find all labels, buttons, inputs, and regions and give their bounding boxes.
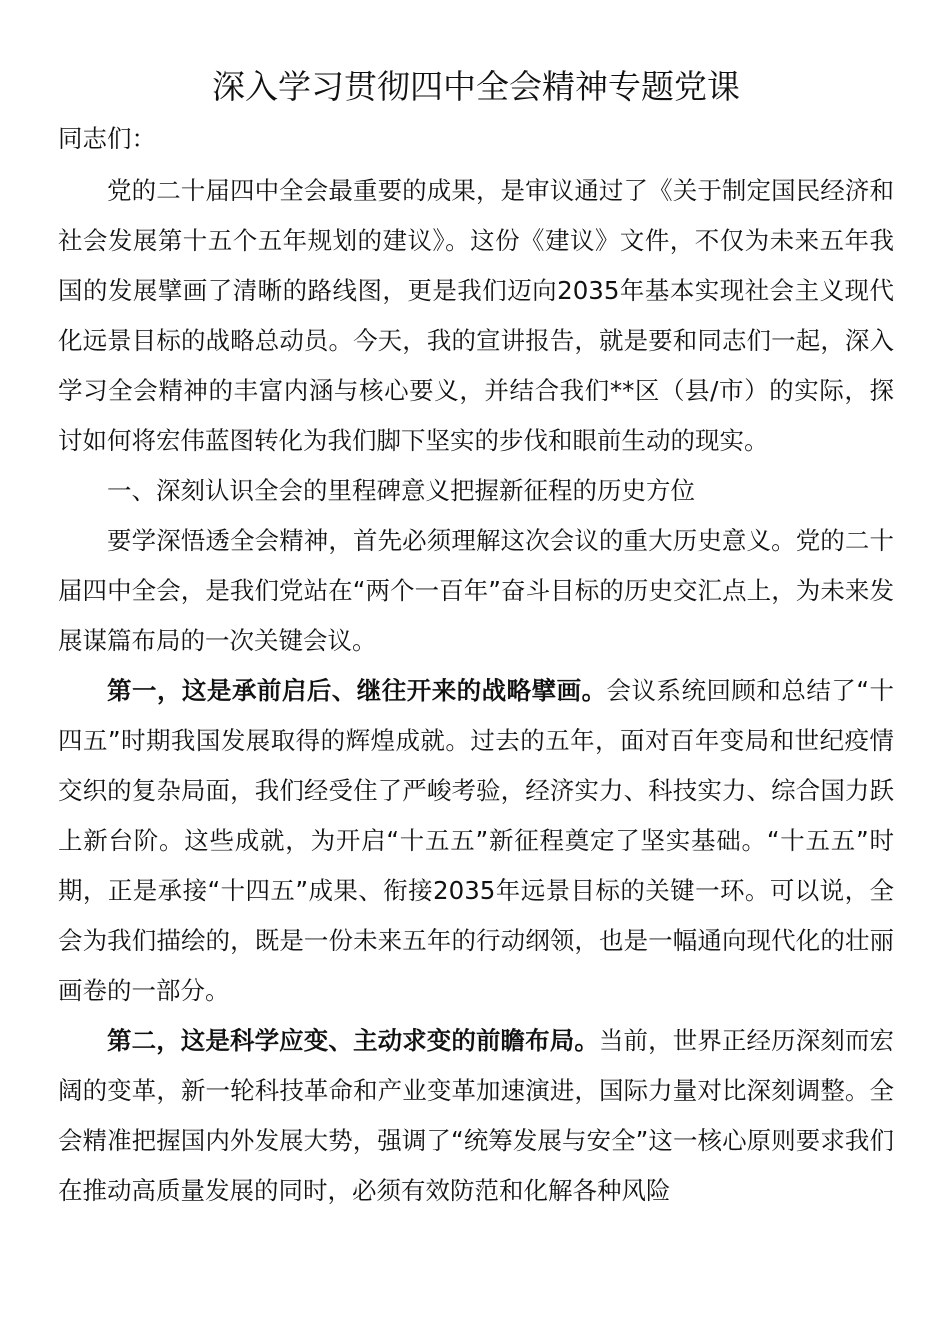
point-2-paragraph [58, 1016, 894, 1216]
point-2-lead: 第二，这是科学应变、主动求变的前瞻布局。 [107, 1026, 599, 1055]
point-2-body: 当前，世界正经历深刻而宏阔的变革，新一轮科技革命和产业变革加速演进，国际力量对比深刻调整。全会精准把握国内外发展大势，强调了“统筹发展与安全”这一核心原则要求我们在推动高质量发展的同时，必须有效防范和化解各种风险 [58, 1026, 895, 1205]
section-heading-1: 一、深刻认识全会的里程碑意义把握新征程的历史方位 [107, 476, 695, 505]
greeting: 同志们： [58, 124, 156, 153]
document-page [58, 62, 894, 1216]
section-1-intro-paragraph: 要学深悟透全会精神，首先必须理解这次会议的重大历史意义。党的二十届四中全会，是我们党站在“两个一百年”奋斗目标的历史交汇点上，为未来发展谋篇布局的一次关键会议。 [58, 526, 894, 655]
point-1-paragraph [58, 666, 894, 1016]
document-title: 深入学习贯彻四中全会精神专题党课 [212, 67, 740, 106]
intro-paragraph: 党的二十届四中全会最重要的成果，是审议通过了《关于制定国民经济和社会发展第十五个五年规划的建议》。这份《建议》文件，不仅为未来五年我国的发展擘画了清晰的路线图，更是我们迈向2035年基本实现社会主义现代化远景目标的战略总动员。今天，我的宣讲报告，就是要和同志们一起，深入学习全会精神的丰富内涵与核心要义，并结合我们**区（县/市）的实际，探讨如何将宏伟蓝图转化为我们脚下坚实的步伐和眼前生动的现实。 [58, 176, 894, 455]
point-1-lead: 第一，这是承前启后、继往开来的战略擘画。 [107, 676, 607, 705]
point-1-body: 会议系统回顾和总结了“十四五”时期我国发展取得的辉煌成就。过去的五年，面对百年变局和世纪疫情交织的复杂局面，我们经受住了严峻考验，经济实力、科技实力、综合国力跃上新台阶。这些成就，为开启“十五五”新征程奠定了坚实基础。“十五五”时期，正是承接“十四五”成果、衔接2035年远景目标的关键一环。可以说，全会为我们描绘的，既是一份未来五年的行动纲领，也是一幅通向现代化的壮丽画卷的一部分。 [58, 676, 894, 1005]
